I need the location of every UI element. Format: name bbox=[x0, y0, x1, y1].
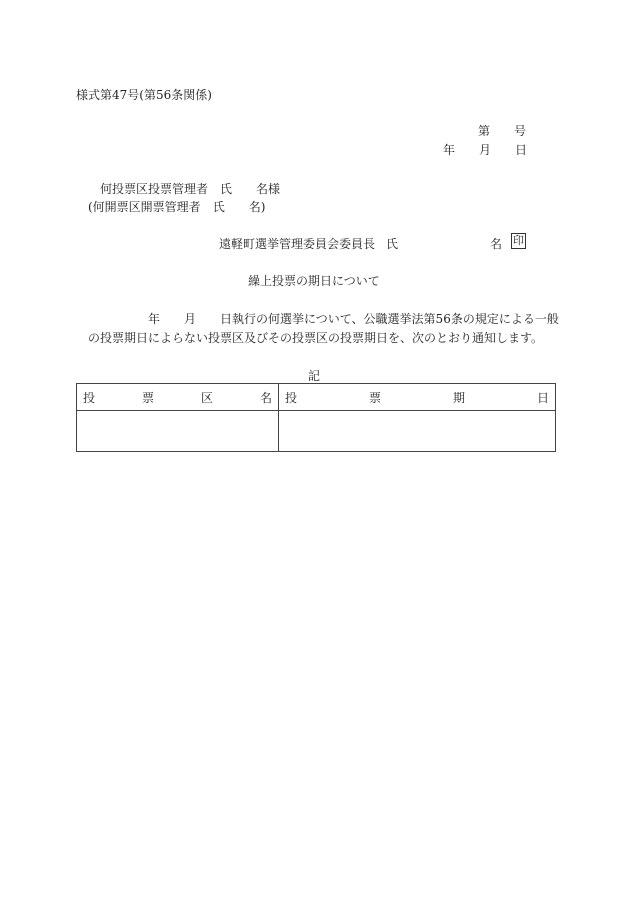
document-number-line bbox=[478, 122, 526, 139]
seal-box bbox=[511, 233, 526, 249]
body-line-2: の投票期日によらない投票区及びその投票区の投票期日を、次のとおり通知します。 bbox=[88, 331, 544, 345]
recipient-role: 何投票区投票管理者 bbox=[100, 182, 209, 196]
recipient-mei-alt: 名) bbox=[248, 200, 266, 214]
header-voting-date: 投 票 期 日 bbox=[279, 384, 556, 411]
sender-title: 遠軽町選挙管理委員会委員長 bbox=[219, 237, 376, 251]
schedule-table bbox=[76, 383, 556, 452]
number-prefix: 第 bbox=[478, 124, 491, 138]
recipient-mei: 名様 bbox=[256, 182, 281, 196]
sender-shi: 氏 bbox=[386, 237, 399, 251]
date-line bbox=[443, 141, 527, 158]
table-row bbox=[77, 411, 556, 452]
date-year: 年 bbox=[443, 143, 456, 157]
body-year: 年 bbox=[148, 312, 161, 326]
date-month: 月 bbox=[478, 143, 491, 157]
recipient-line-1 bbox=[100, 180, 280, 197]
recipient-shi: 氏 bbox=[220, 182, 233, 196]
sender-mei: 名 bbox=[490, 237, 503, 251]
header-district-name: 投 票 区 名 bbox=[77, 384, 279, 411]
cell-district-name bbox=[77, 411, 279, 452]
cell-voting-date bbox=[279, 411, 556, 452]
number-suffix: 号 bbox=[513, 124, 526, 138]
recipient-shi-alt: 氏 bbox=[212, 200, 225, 214]
subject-title: 繰上投票の期日について bbox=[248, 274, 380, 288]
body-line-1 bbox=[148, 310, 559, 327]
date-day: 日 bbox=[514, 143, 527, 157]
ki-heading: 記 bbox=[308, 369, 321, 383]
table-header-row bbox=[77, 384, 556, 411]
recipient-role-alt: (何開票区開票管理者 bbox=[88, 200, 201, 214]
seal-mark: 印 bbox=[513, 234, 524, 247]
recipient-line-2 bbox=[88, 198, 265, 215]
body-text-1: 日執行の何選挙について、公職選挙法第56条の規定による一般 bbox=[220, 312, 559, 326]
body-month: 月 bbox=[184, 312, 197, 326]
form-number: 様式第47号(第56条関係) bbox=[76, 88, 212, 102]
